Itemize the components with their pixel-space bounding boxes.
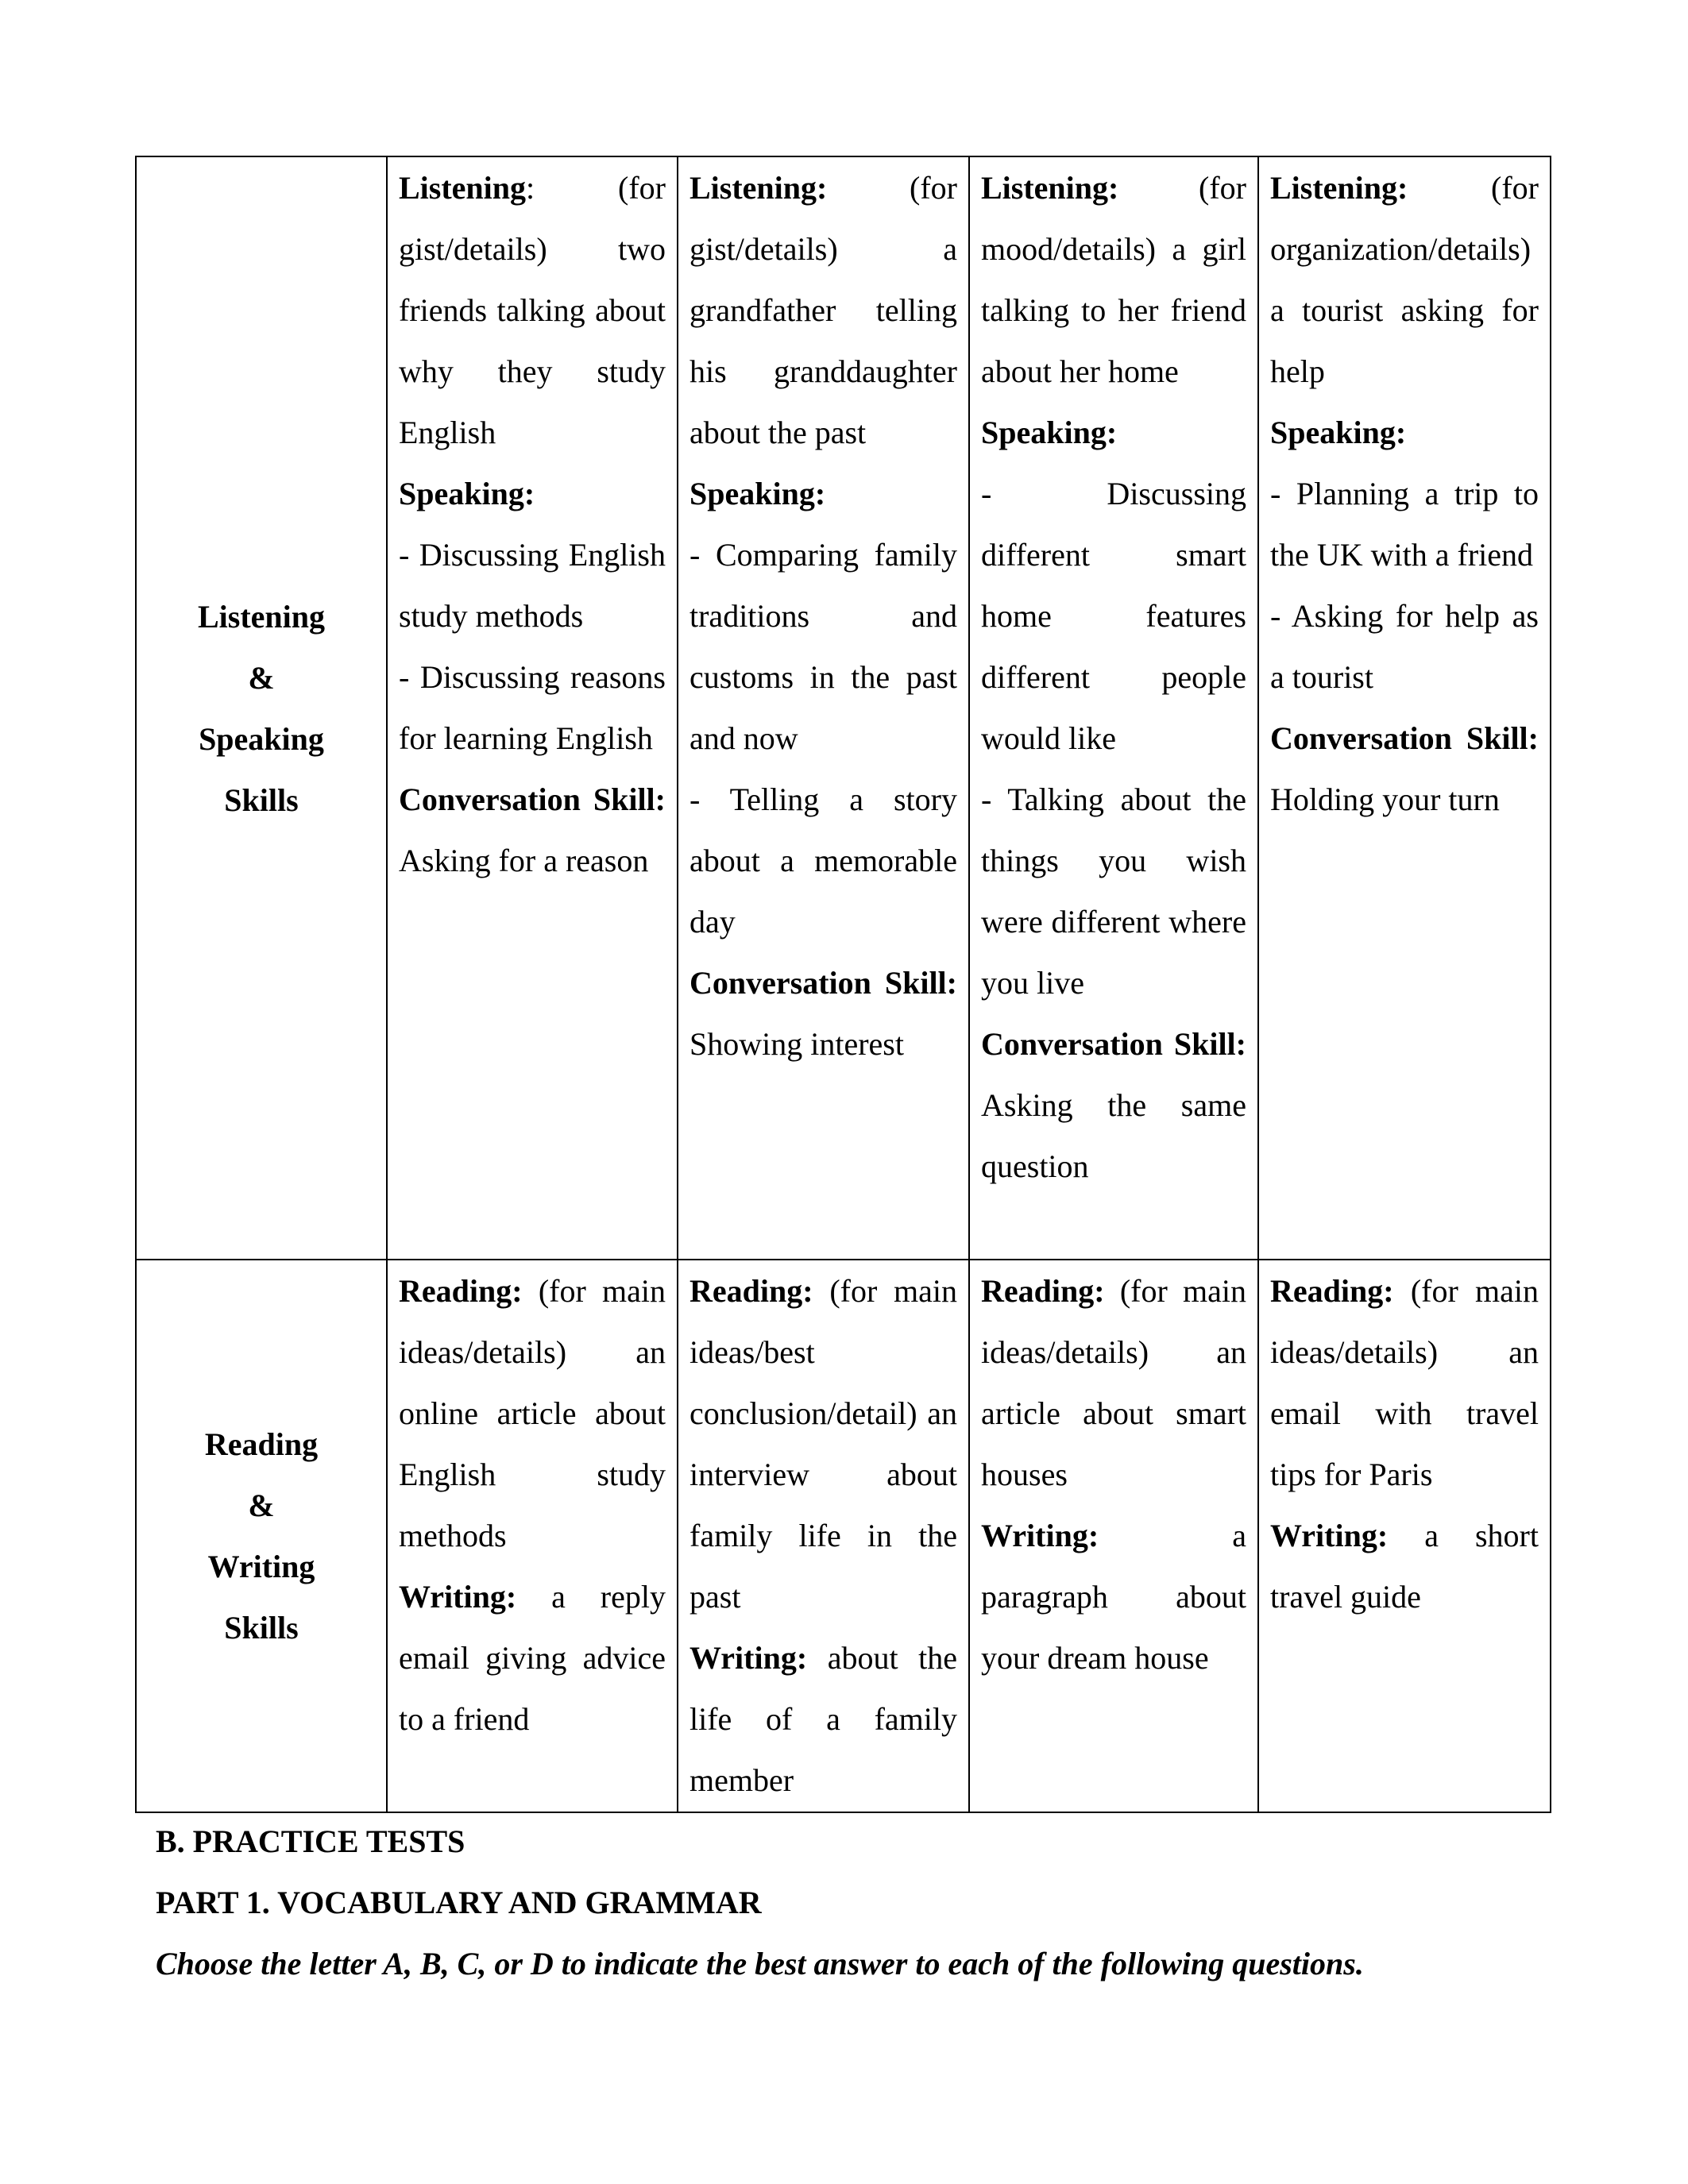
body-text: Asking the same question [981,1087,1246,1184]
unit-cell [387,1260,678,1812]
row-label-line: Writing [207,1549,315,1584]
cell-paragraph [399,1260,666,1566]
body-text: (for gist/details) a grandfather telling his granddaughter about the past [689,170,957,450]
row-label-line: Reading [204,1426,319,1462]
row-label-line: & [248,659,275,696]
body-text: Asking for a reason [399,843,649,878]
bold-heading: Speaking: [1270,415,1407,450]
bold-heading: Speaking: [399,476,535,511]
body-text: - Telling a story about a memorable day [689,781,957,940]
bold-heading: Listening: [689,170,828,206]
row-label [136,156,387,1260]
section-title: B. PRACTICE TESTS [156,1823,465,1859]
bold-heading: Listening: [1270,170,1408,206]
instruction-text: Choose the letter A, B, C, or D to indicate the best answer to each of the following questions. [156,1946,1364,1981]
part-title: PART 1. VOCABULARY AND GRAMMAR [156,1885,762,1920]
cell-paragraph [1270,1260,1539,1505]
body-text: - Discussing reasons for learning English [399,659,666,756]
bold-heading: Reading: [689,1273,813,1309]
unit-cell [969,156,1258,1260]
cell-paragraph [981,157,1246,402]
table-row [136,1260,1551,1812]
bold-heading: Writing: [689,1640,808,1676]
body-text: - Discussing English study methods [399,537,666,634]
cell-paragraph [981,463,1246,769]
unit-cell [1258,1260,1551,1812]
row-label-line: & [248,1488,275,1523]
bold-heading: Listening [399,170,527,206]
cell-paragraph [1270,402,1539,463]
bold-heading: Conversation Skill: [981,1026,1246,1062]
body-text: a reply email giving advice to a friend [399,1579,666,1737]
bold-heading: Reading: [981,1273,1105,1309]
bold-heading: Writing: [399,1579,517,1615]
row-label [136,1260,387,1812]
cell-paragraph [981,1260,1246,1505]
row-label-line: Speaking [199,720,324,757]
cell-paragraph [981,1505,1246,1688]
cell-paragraph [399,1566,666,1750]
bold-heading: Reading: [1270,1273,1394,1309]
cell-paragraph [689,157,957,463]
skills-table [135,156,1551,1813]
bold-heading: Reading: [399,1273,523,1309]
cell-paragraph [399,769,666,891]
bold-heading: Listening: [981,170,1119,206]
unit-cell [1258,156,1551,1260]
body-text: - Planning a trip to the UK with a friend [1270,476,1539,573]
cell-paragraph [689,769,957,952]
body-text: (for main ideas/details) an email with travel tips for Paris [1270,1273,1539,1492]
cell-paragraph [689,1627,957,1811]
cell-paragraph [981,1013,1246,1197]
body-text: (for mood/details) a girl talking to her friend about her home [981,170,1246,389]
body-text: - Talking about the things you wish were different where you live [981,781,1246,1001]
bold-heading: Conversation Skill: [399,781,666,817]
cell-paragraph [689,1260,957,1627]
bold-heading: Conversation Skill: [1270,720,1539,756]
cell-paragraph [981,402,1246,463]
cell-paragraph [1270,157,1539,402]
unit-cell [969,1260,1258,1812]
cell-paragraph [689,952,957,1075]
cell-paragraph [1270,708,1539,830]
bold-heading: Speaking: [689,476,826,511]
body-text: a paragraph about your dream house [981,1518,1246,1676]
body-text: a short travel guide [1270,1518,1539,1615]
body-text: (for main ideas/best conclusion/detail) an interview about family life in the past [689,1273,957,1615]
unit-cell [678,1260,969,1812]
body-text: about the life of a family member [689,1640,957,1798]
cell-paragraph [1270,585,1539,708]
unit-cell [387,156,678,1260]
cell-paragraph [1270,1505,1539,1627]
body-text: : (for gist/details) two friends talking about why they study English [399,170,666,450]
body-text: - Asking for help as a tourist [1270,598,1539,695]
body-text: (for main ideas/details) an online article about English study methods [399,1273,666,1553]
body-text: (for organization/details) a tourist asking for help [1270,170,1539,389]
cell-paragraph [399,524,666,646]
body-text: - Comparing family traditions and customs in the past and now [689,537,957,756]
row-label-line: Skills [224,781,299,818]
row-label-line: Skills [224,1610,299,1646]
cell-paragraph [399,463,666,524]
body-text: Showing interest [689,1026,904,1062]
cell-paragraph [399,646,666,769]
cell-paragraph [1270,463,1539,585]
bold-heading: Conversation Skill: [689,965,957,1001]
cell-paragraph [689,463,957,524]
row-label-line: Listening [197,598,326,635]
body-text: (for main ideas/details) an article about smart houses [981,1273,1246,1492]
cell-paragraph [399,157,666,463]
table-row [136,156,1551,1260]
bold-heading: Writing: [1270,1518,1389,1553]
body-text: Holding your turn [1270,781,1500,817]
unit-cell [678,156,969,1260]
body-text: - Discussing different smart home features different people would like [981,476,1246,756]
cell-paragraph [981,769,1246,1013]
bold-heading: Writing: [981,1518,1099,1553]
bold-heading: Speaking: [981,415,1118,450]
cell-paragraph [689,524,957,769]
